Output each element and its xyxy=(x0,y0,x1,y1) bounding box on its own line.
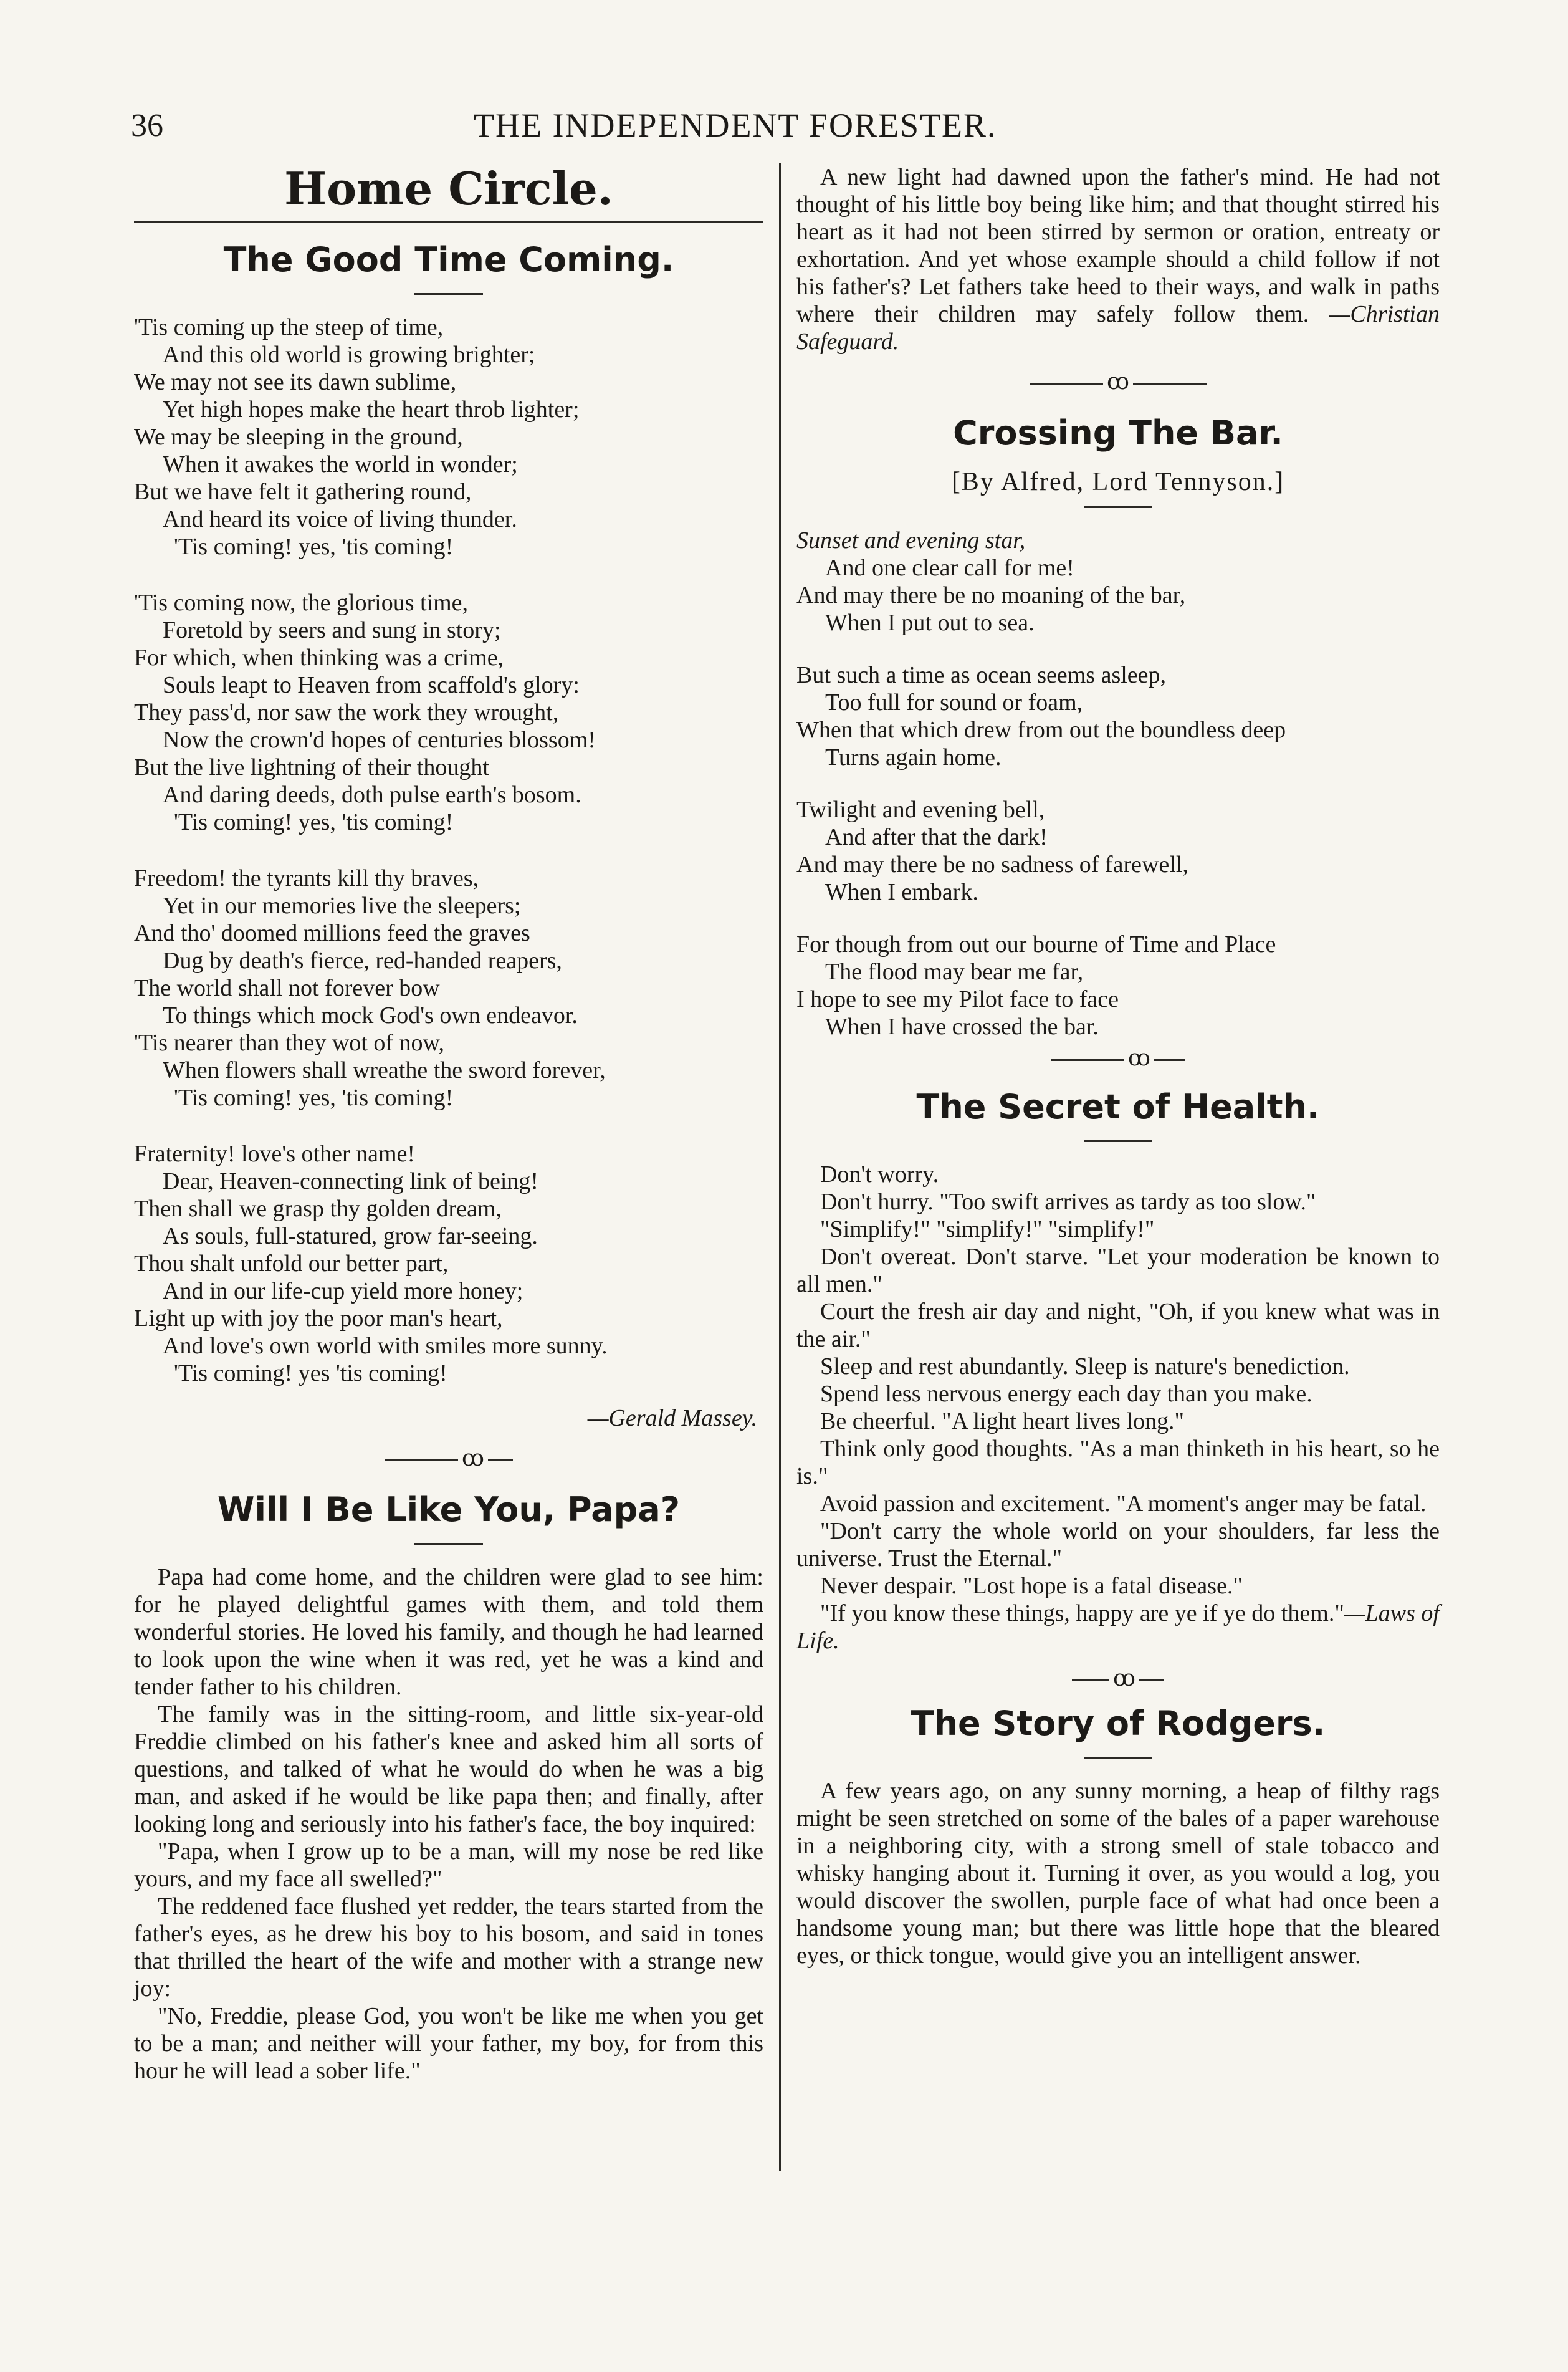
verse-line: And after that the dark! xyxy=(825,824,1048,850)
story-continued xyxy=(796,163,1440,355)
verse-line: Turns again home. xyxy=(825,744,1002,771)
column-divider xyxy=(779,163,781,2171)
verse-line: I hope to see my Pilot face to face xyxy=(796,986,1119,1012)
poem-crossing-the-bar xyxy=(796,527,1440,1040)
section-ornament: ꝏ xyxy=(796,1045,1440,1070)
article-title: The Secret of Health. xyxy=(916,1087,1320,1126)
verse-line: Souls leapt to Heaven from scaffold's glory: xyxy=(163,672,580,698)
verse-line: When I embark. xyxy=(825,879,978,905)
stanza xyxy=(134,589,763,836)
short-rule xyxy=(1084,1140,1152,1142)
paragraph: A new light had dawned upon the father's mind. He had not thought of his little boy being like him; and that thought stirred his heart as it had not been stirred by sermon or oration, entreaty or exhortation. And yet whose example should a child follow if not his father's? Let fathers take heed to their ways, and walk in paths where their children may safely follow them. —Christian Safeguard. xyxy=(796,164,1440,355)
paragraph: The reddened face flushed yet redder, the tears started from the father's eyes, as he drew his boy to his bosom, and said in tones that thrilled the heart of the wife and mother with a strange new joy: xyxy=(134,1893,763,2002)
verse-line: When I put out to sea. xyxy=(825,610,1035,636)
paragraph: "Simplify!" "simplify!" "simplify!" xyxy=(820,1216,1155,1242)
poem-byline: [By Alfred, Lord Tennyson.] xyxy=(951,468,1285,496)
section-ornament: ꝏ xyxy=(796,1666,1440,1691)
verse-line: Foretold by seers and sung in story; xyxy=(163,617,501,643)
verse-line: Yet in our memories live the sleepers; xyxy=(163,893,521,919)
verse-line: For though from out our bourne of Time and Place xyxy=(796,931,1276,958)
verse-line: The flood may bear me far, xyxy=(825,959,1084,985)
verse-line: They pass'd, nor saw the work they wrought, xyxy=(134,699,559,726)
department-title: Home Circle. xyxy=(284,162,613,215)
verse-line: And may there be no moaning of the bar, xyxy=(796,582,1186,608)
verse-line: And love's own world with smiles more sunny. xyxy=(163,1333,608,1359)
verse-refrain: 'Tis coming! yes, 'tis coming! xyxy=(174,1085,454,1111)
verse-line: When it awakes the world in wonder; xyxy=(163,451,518,478)
verse-line: Thou shalt unfold our better part, xyxy=(134,1251,449,1277)
verse-line: As souls, full-statured, grow far-seeing. xyxy=(163,1223,538,1249)
poem-good-time-coming xyxy=(134,314,763,1432)
verse-line: Freedom! the tyrants kill thy braves, xyxy=(134,865,479,891)
stanza xyxy=(796,527,1440,636)
health-body xyxy=(796,1161,1440,1654)
article-title: The Story of Rodgers. xyxy=(911,1704,1326,1743)
paragraph: Be cheerful. "A light heart lives long." xyxy=(820,1408,1184,1434)
paragraph: Sleep and rest abundantly. Sleep is nature's benediction. xyxy=(820,1353,1350,1380)
section-ornament: ꝏ xyxy=(134,1446,763,1471)
section-ornament: ꝏ xyxy=(796,369,1440,394)
verse-line: 'Tis coming now, the glorious time, xyxy=(134,590,469,616)
stanza xyxy=(134,314,763,560)
heavy-rule xyxy=(134,221,763,223)
left-column xyxy=(134,163,763,2085)
verse-refrain: 'Tis coming! yes, 'tis coming! xyxy=(174,534,454,560)
verse-line: 'Tis coming up the steep of time, xyxy=(134,314,444,340)
paragraph: "If you know these things, happy are ye if ye do them."—Laws of Life. xyxy=(796,1600,1440,1654)
verse-line: For which, when thinking was a crime, xyxy=(134,645,504,671)
verse-line: When that which drew from out the boundless deep xyxy=(796,717,1286,743)
verse-line: And may there be no sadness of farewell, xyxy=(796,852,1188,878)
verse-line: When flowers shall wreathe the sword forever, xyxy=(163,1057,606,1083)
verse-line: And this old world is growing brighter; xyxy=(163,342,535,368)
right-column xyxy=(796,163,1440,1969)
verse-line: 'Tis nearer than they wot of now, xyxy=(134,1030,444,1056)
paragraph: Think only good thoughts. "As a man thinketh in his heart, so he is." xyxy=(796,1436,1440,1489)
verse-line: Fraternity! love's other name! xyxy=(134,1141,416,1167)
verse-line: Light up with joy the poor man's heart, xyxy=(134,1305,503,1332)
poem-author: —Gerald Massey. xyxy=(587,1405,757,1431)
short-rule xyxy=(1084,1757,1152,1759)
verse-line: Sunset and evening star, xyxy=(796,527,1026,554)
verse-refrain: 'Tis coming! yes 'tis coming! xyxy=(174,1360,447,1386)
rodgers-body xyxy=(796,1777,1440,1969)
paragraph: Court the fresh air day and night, "Oh, if you knew what was in the air." xyxy=(796,1299,1440,1352)
paragraph: Never despair. "Lost hope is a fatal disease." xyxy=(820,1573,1243,1599)
paragraph: The family was in the sitting-room, and little six-year-old Freddie climbed on his father's knee and asked him all sorts of questions, and talked of what he would do when he was a big man, and asked if he would be like papa then; and finally, after looking long and seriously into his father's face, the boy inquired: xyxy=(134,1701,763,1837)
paragraph: "Papa, when I grow up to be a man, will my nose be red like yours, and my face all swelled?" xyxy=(134,1838,763,1892)
stanza xyxy=(796,661,1440,771)
source-citation: —Laws of Life. xyxy=(796,1600,1440,1654)
verse-line: Dug by death's fierce, red-handed reapers, xyxy=(163,948,562,974)
verse-line: Then shall we grasp thy golden dream, xyxy=(134,1196,502,1222)
source-citation: —Christian Safeguard. xyxy=(796,301,1440,355)
verse-line: Yet high hopes make the heart throb lighter; xyxy=(163,396,580,423)
paragraph: "Don't carry the whole world on your shoulders, far less the universe. Trust the Eternal." xyxy=(796,1518,1440,1572)
verse-line: And daring deeds, doth pulse earth's bosom. xyxy=(163,782,581,808)
running-head: THE INDEPENDENT FORESTER. xyxy=(474,107,997,144)
stanza xyxy=(796,931,1440,1040)
stanza xyxy=(134,865,763,1112)
verse-line: And tho' doomed millions feed the graves xyxy=(134,920,530,946)
story-body xyxy=(134,1563,763,2085)
verse-line: Twilight and evening bell, xyxy=(796,797,1045,823)
story-title: Will I Be Like You, Papa? xyxy=(217,1490,681,1529)
short-rule xyxy=(414,1543,483,1545)
paragraph: Papa had come home, and the children were glad to see him: for he played delightful games with them, and told them wonderful stories. He loved his family, and though he had learned to look upon the wine when it was red, yet he was a kind and tender father to his children. xyxy=(134,1564,763,1700)
paragraph: Don't overeat. Don't starve. "Let your moderation be known to all men." xyxy=(796,1244,1440,1297)
paragraph: Don't hurry. "Too swift arrives as tardy as too slow." xyxy=(820,1189,1316,1215)
short-rule xyxy=(1084,506,1152,508)
verse-line: To things which mock God's own endeavor. xyxy=(163,1002,578,1029)
verse-line: Dear, Heaven-connecting link of being! xyxy=(163,1168,539,1194)
verse-line: Too full for sound or foam, xyxy=(825,689,1083,716)
verse-line: We may not see its dawn sublime, xyxy=(134,369,457,395)
verse-line: And heard its voice of living thunder. xyxy=(163,506,517,532)
paragraph: Don't worry. xyxy=(820,1161,939,1188)
verse-line: And in our life-cup yield more honey; xyxy=(163,1278,523,1304)
stanza xyxy=(134,1140,763,1387)
verse-line: When I have crossed the bar. xyxy=(825,1014,1099,1040)
verse-line: But such a time as ocean seems asleep, xyxy=(796,662,1167,688)
verse-line: But the live lightning of their thought xyxy=(134,754,489,780)
poem-title: The Good Time Coming. xyxy=(223,240,674,279)
poem-title: Crossing The Bar. xyxy=(953,413,1283,453)
verse-line: Now the crown'd hopes of centuries blossom! xyxy=(163,727,596,753)
verse-line: And one clear call for me! xyxy=(825,555,1074,581)
verse-line: We may be sleeping in the ground, xyxy=(134,424,463,450)
verse-line: But we have felt it gathering round, xyxy=(134,479,472,505)
paragraph: Spend less nervous energy each day than you make. xyxy=(820,1381,1312,1407)
paragraph: A few years ago, on any sunny morning, a heap of filthy rags might be seen stretched on some of the bales of a paper warehouse in a neighboring city, with a strong smell of stale tobacco and whisky hanging about it. Turning it over, as you would a log, you would discover the swollen, purple face of what had once been a handsome young man; but there was little hope that the bleared eyes, or thick tongue, would give you an intelligent answer. xyxy=(796,1778,1440,1969)
paragraph: "No, Freddie, please God, you won't be like me when you get to be a man; and neither will your father, my boy, for from this hour he will lead a sober life." xyxy=(134,2003,763,2084)
verse-refrain: 'Tis coming! yes, 'tis coming! xyxy=(174,809,454,835)
short-rule xyxy=(414,293,483,295)
stanza xyxy=(796,796,1440,906)
page-number: 36 xyxy=(131,108,163,143)
verse-line: The world shall not forever bow xyxy=(134,975,440,1001)
paragraph: Avoid passion and excitement. "A moment's anger may be fatal. xyxy=(820,1491,1427,1517)
